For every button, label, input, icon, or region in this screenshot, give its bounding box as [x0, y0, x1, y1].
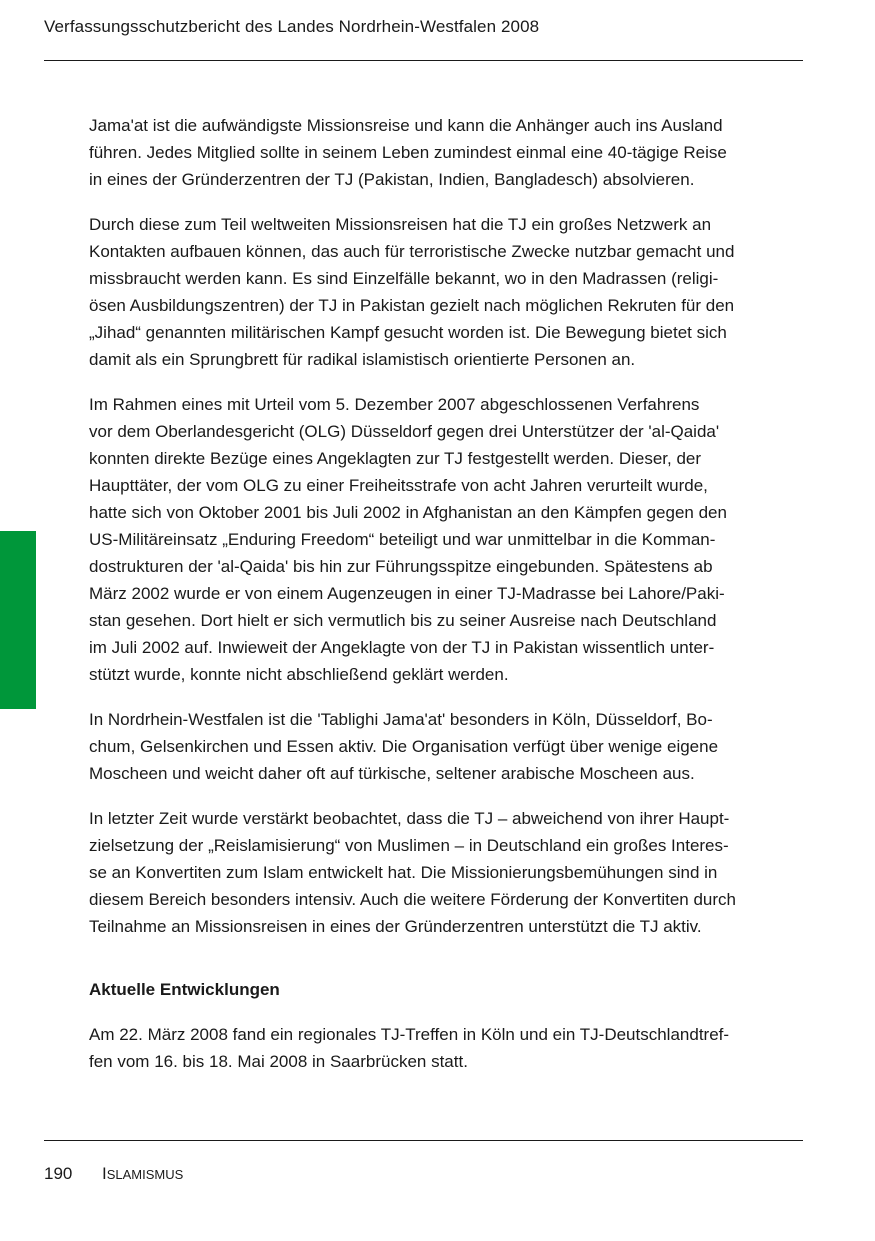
section-heading: Aktuelle Entwicklungen — [89, 980, 280, 999]
paragraph-line: missbraucht werden kann. Es sind Einzelfälle bekannt, wo in den Madrassen (religi- — [89, 269, 719, 288]
section-tab-marker — [0, 531, 36, 709]
paragraph-line: Teilnahme an Missionsreisen in eines der Gründerzentren unterstützt die TJ aktiv. — [89, 917, 702, 936]
paragraph-line: fen vom 16. bis 18. Mai 2008 in Saarbrücken statt. — [89, 1052, 468, 1071]
paragraph-line: ösen Ausbildungszentren) der TJ in Pakistan gezielt nach möglichen Rekruten für den — [89, 296, 735, 315]
header-rule — [44, 60, 803, 61]
paragraph-line: Jama'at ist die aufwändigste Missionsreise und kann die Anhänger auch ins Ausland — [89, 116, 723, 135]
paragraph-line: se an Konvertiten zum Islam entwickelt hat. Die Missionierungsbemühungen sind in — [89, 863, 718, 882]
section-name-initial: I — [102, 1164, 107, 1183]
paragraph-line: damit als ein Sprungbrett für radikal islamistisch orientierte Personen an. — [89, 350, 636, 369]
paragraph-line: Durch diese zum Teil weltweiten Missionsreisen hat die TJ ein großes Netzwerk an — [89, 215, 712, 234]
paragraph-line: in eines der Gründerzentren der TJ (Pakistan, Indien, Bangladesch) absolvieren. — [89, 170, 695, 189]
paragraph-line: März 2002 wurde er von einem Augenzeugen in einer TJ-Madrasse bei Lahore/Paki- — [89, 584, 725, 603]
paragraph-line: „Jihad“ genannten militärischen Kampf gesucht worden ist. Die Bewegung bietet sich — [89, 323, 727, 342]
paragraph-line: dostrukturen der 'al-Qaida' bis hin zur Führungsspitze eingebunden. Spätestens ab — [89, 557, 713, 576]
paragraph-line: konnten direkte Bezüge eines Angeklagten zur TJ festgestellt werden. Dieser, der — [89, 449, 702, 468]
paragraph-line: diesem Bereich besonders intensiv. Auch die weitere Förderung der Konvertiten durch — [89, 890, 736, 909]
paragraph-line: US-Militäreinsatz „Enduring Freedom“ beteiligt und war unmittelbar in die Komman- — [89, 530, 716, 549]
paragraph-line: In Nordrhein-Westfalen ist die 'Tablighi Jama'at' besonders in Köln, Düsseldorf, Bo- — [89, 710, 713, 729]
paragraph-line: Moscheen und weicht daher oft auf türkische, seltener arabische Moscheen aus. — [89, 764, 695, 783]
running-head: Verfassungsschutzbericht des Landes Nordrhein-Westfalen 2008 — [44, 17, 540, 36]
paragraph-line: führen. Jedes Mitglied sollte in seinem Leben zumindest einmal eine 40-tägige Reise — [89, 143, 727, 162]
paragraph-line: In letzter Zeit wurde verstärkt beobachtet, dass die TJ – abweichend von ihrer Haupt- — [89, 809, 730, 828]
paragraph-line: Am 22. März 2008 fand ein regionales TJ-Treffen in Köln und ein TJ-Deutschlandtref- — [89, 1025, 730, 1044]
footer-section-name — [102, 1164, 183, 1184]
page-number: 190 — [44, 1164, 73, 1183]
paragraph-line: Kontakten aufbauen können, das auch für terroristische Zwecke nutzbar gemacht und — [89, 242, 735, 261]
paragraph-line: zielsetzung der „Reislamisierung“ von Muslimen – in Deutschland ein großes Interes- — [89, 836, 729, 855]
paragraph-line: stützt wurde, konnte nicht abschließend geklärt werden. — [89, 665, 509, 684]
paragraph-line: hatte sich von Oktober 2001 bis Juli 2002 in Afghanistan an den Kämpfen gegen den — [89, 503, 727, 522]
paragraph-line: Haupttäter, der vom OLG zu einer Freiheitsstrafe von acht Jahren verurteilt wurde, — [89, 476, 708, 495]
paragraph-line: vor dem Oberlandesgericht (OLG) Düsseldorf gegen drei Unterstützer der 'al-Qaida' — [89, 422, 720, 441]
footer-rule — [44, 1140, 803, 1141]
section-name-rest: SLAMISMUS — [106, 1167, 184, 1182]
paragraph-line: stan gesehen. Dort hielt er sich vermutlich bis zu seiner Ausreise nach Deutschland — [89, 611, 717, 630]
paragraph-line: im Juli 2002 auf. Inwieweit der Angeklagte von der TJ in Pakistan wissentlich unter- — [89, 638, 715, 657]
paragraph-line: Im Rahmen eines mit Urteil vom 5. Dezember 2007 abgeschlossenen Verfahrens — [89, 395, 700, 414]
paragraph-line: chum, Gelsenkirchen und Essen aktiv. Die Organisation verfügt über wenige eigene — [89, 737, 719, 756]
